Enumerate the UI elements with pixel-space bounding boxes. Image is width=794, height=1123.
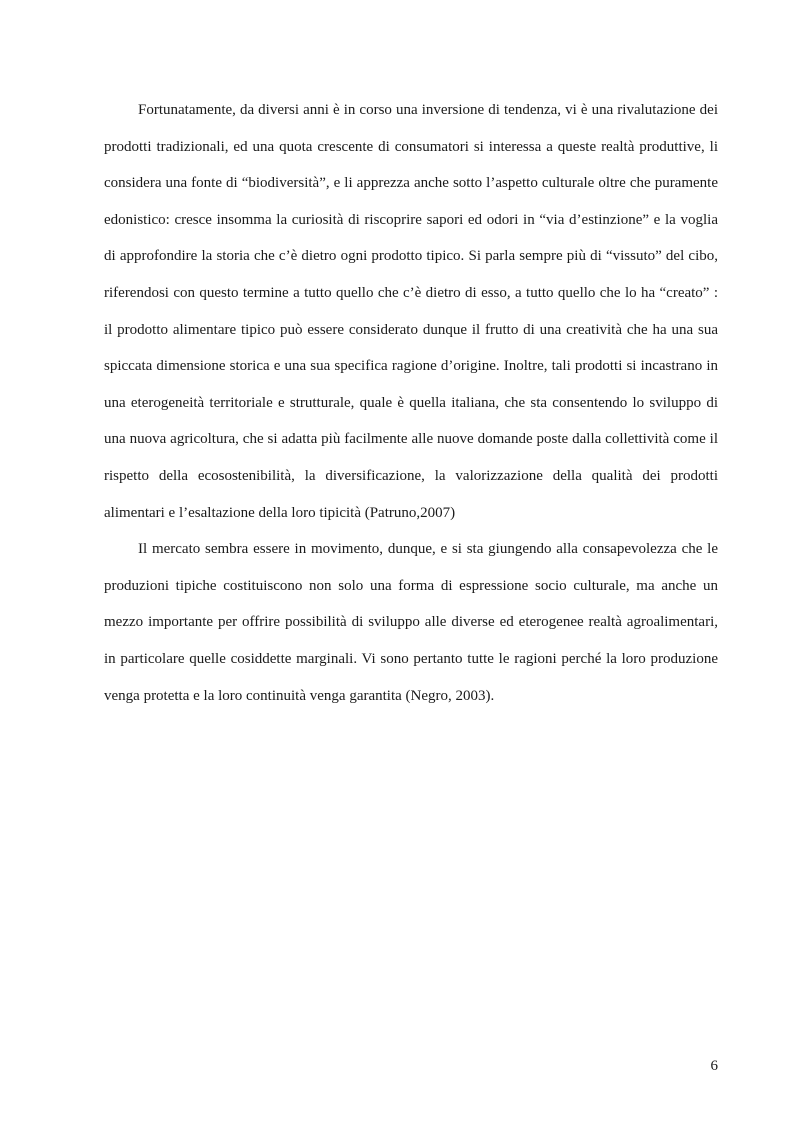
page-number: 6 [710,1058,718,1074]
paragraph-market: Il mercato sembra essere in movimento, dunque, e si sta giungendo alla consapevolezza che le produzioni tipiche costituiscono non solo una forma di espressione socio culturale, ma anche un mezzo importante per offrire possibilità di sviluppo alle diverse ed eterogenee realtà agroalimentari, in particolare quelle cosiddette marginali. Vi sono pertanto tutte le ragioni perché la loro produzione venga protetta e la loro continuità venga garantita (Negro, 2003). [104,541,718,704]
page-body [104,92,718,714]
paragraph-intro: Fortunatamente, da diversi anni è in corso una inversione di tendenza, vi è una rivalutazione dei prodotti tradizionali, ed una quota crescente di consumatori si interessa a queste realtà produttive, li considera una fonte di “biodiversità”, e li apprezza anche sotto l’aspetto culturale oltre che puramente edonistico: cresce insomma la curiosità di riscoprire sapori ed odori in “via d’estinzione” e la voglia di approfondire la storia che c’è dietro ogni prodotto tipico. Si parla sempre più di “vissuto” del cibo, riferendosi con questo termine a tutto quello che c’è dietro di esso, a tutto quello che lo ha “creato” : il prodotto alimentare tipico può essere considerato dunque il frutto di una creatività che ha una sua spiccata dimensione storica e una sua specifica ragione d’origine. Inoltre, tali prodotti si incastrano in una eterogeneità territoriale e strutturale, quale è quella italiana, che sta consentendo lo sviluppo di una nuova agricoltura, che si adatta più facilmente alle nuove domande poste dalla collettività come il rispetto della ecosostenibilità, la diversificazione, la valorizzazione della qualità dei prodotti alimentari e l’esaltazione della loro tipicità (Patruno,2007) [104,102,718,521]
